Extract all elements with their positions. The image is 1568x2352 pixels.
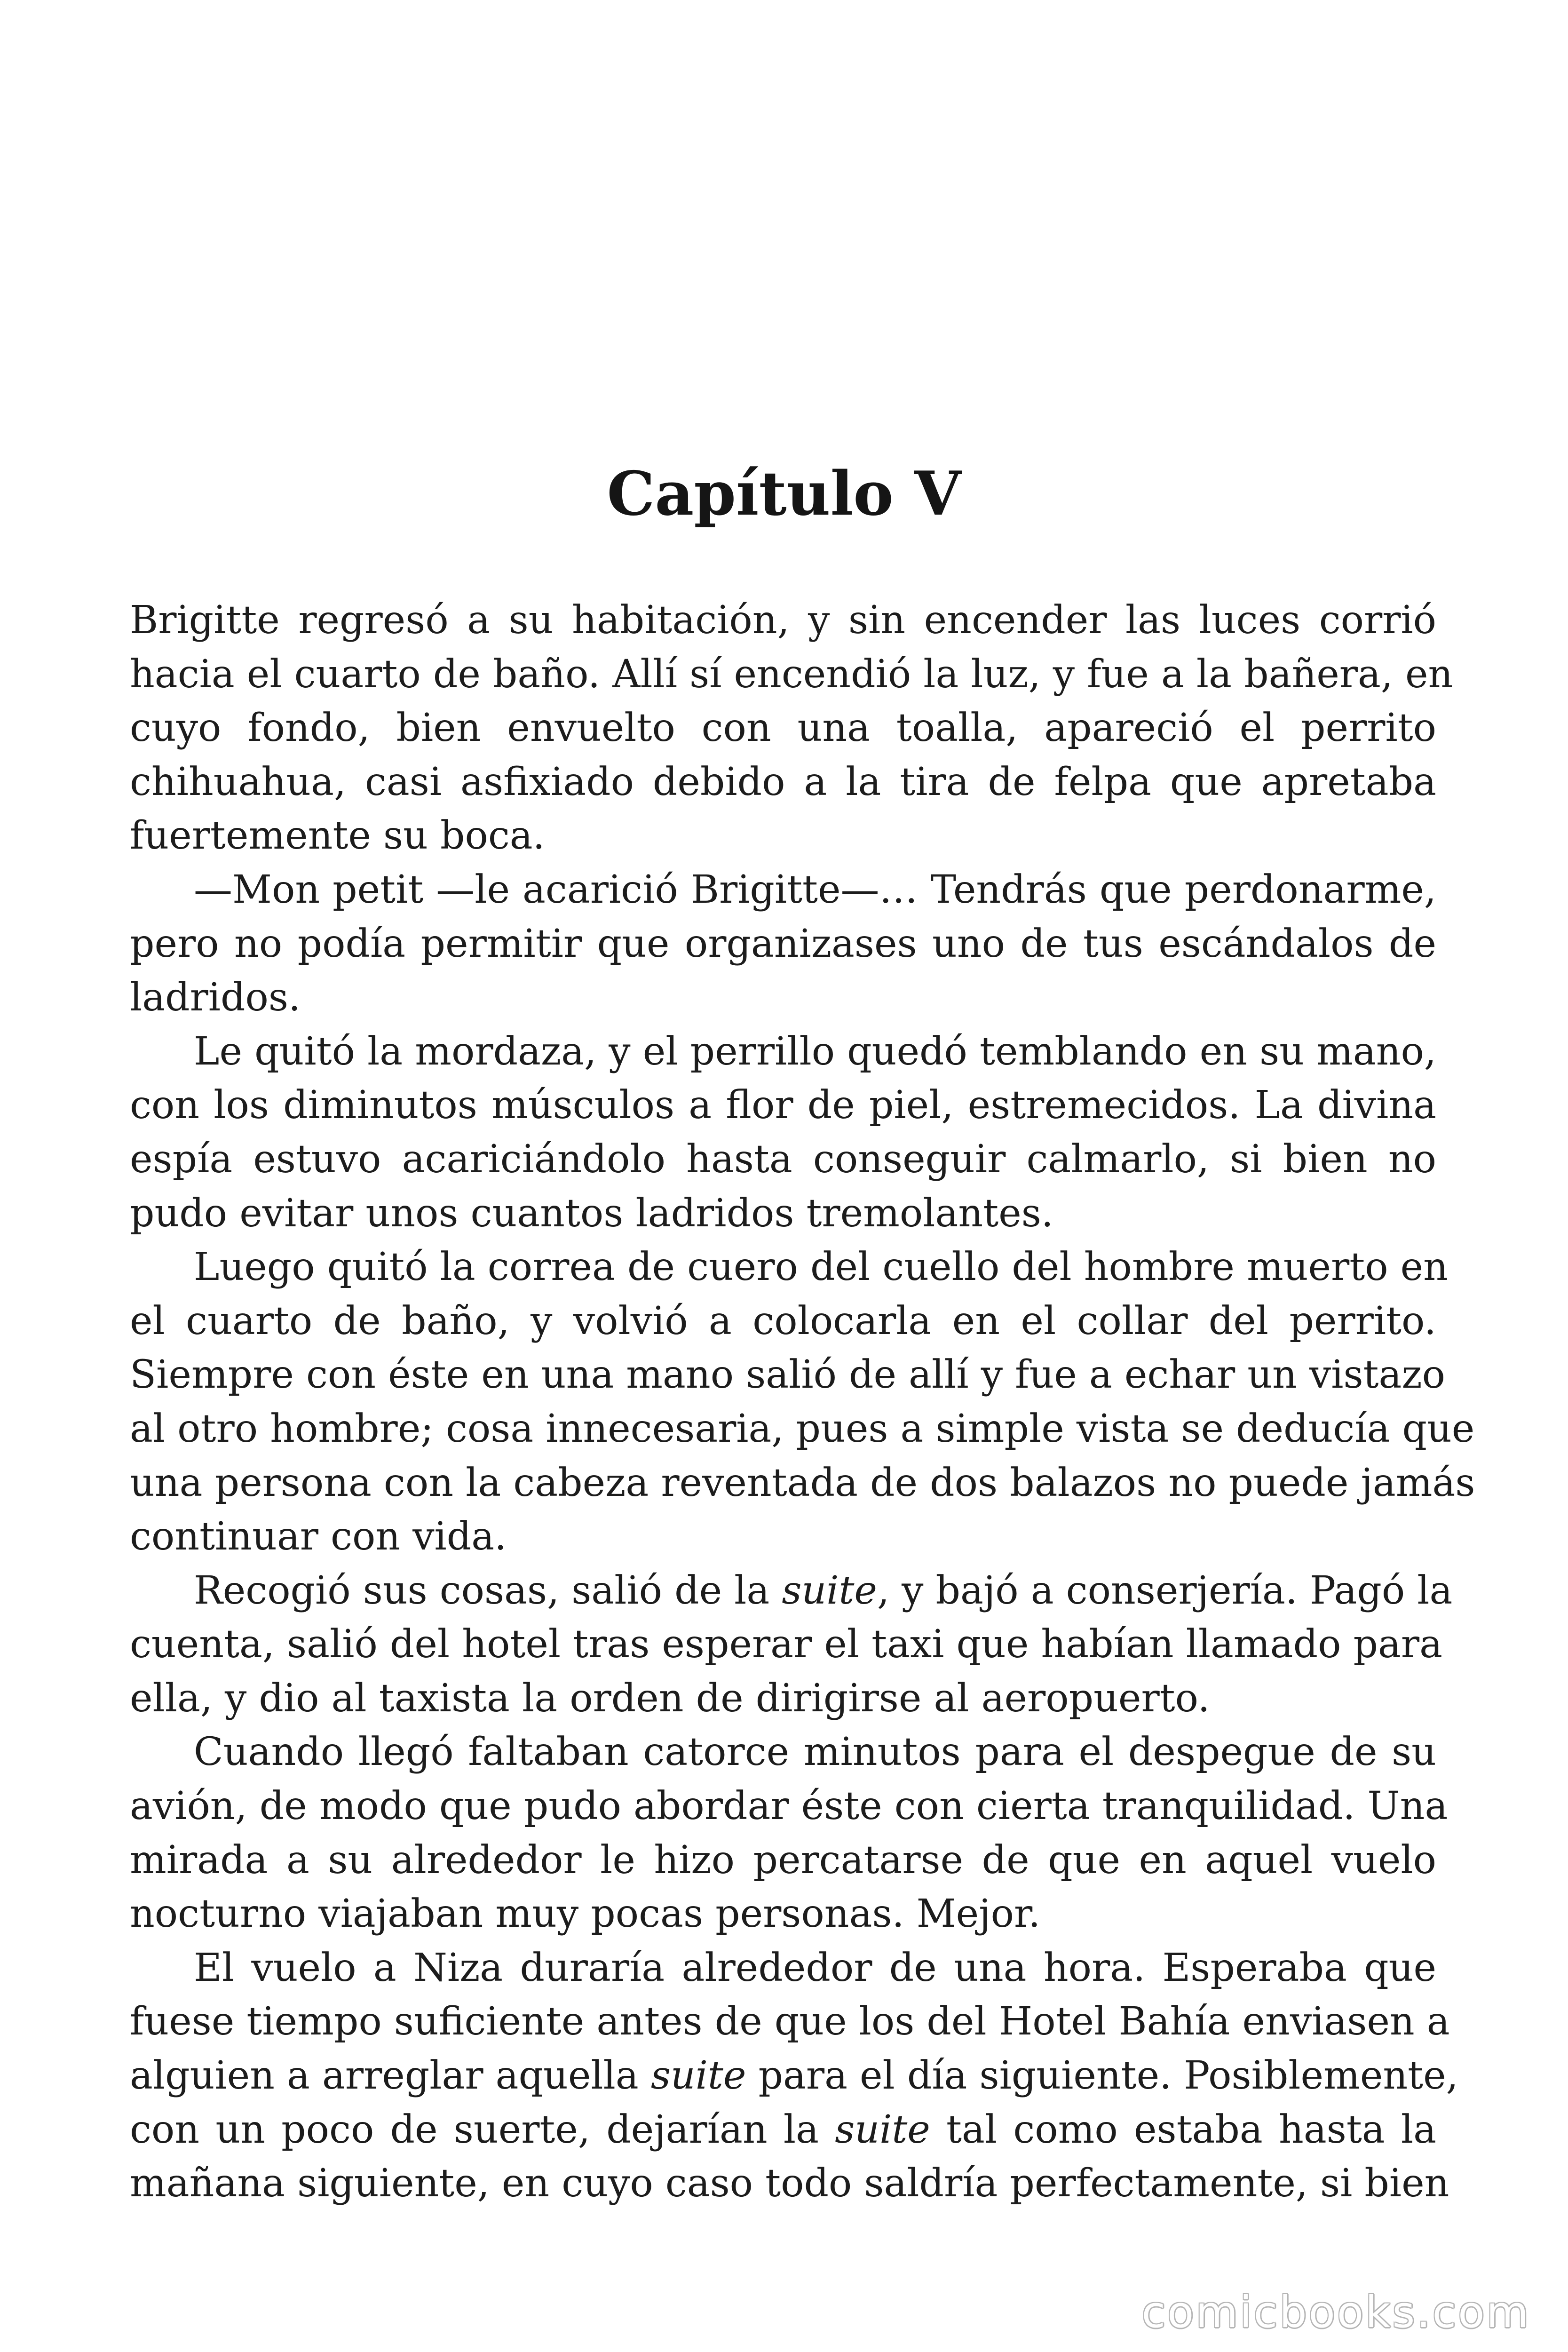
text-line: al otro hombre; cosa innecesaria, pues a simple vista se deducía que (130, 1406, 1475, 1451)
italic-word: suite (835, 2107, 930, 2152)
text-line (130, 1564, 1453, 1618)
text-line: Cuando llegó faltaban catorce minutos para el despegue de su (194, 1730, 1436, 1775)
text-line: fuertemente su boca. (130, 813, 545, 858)
italic-word: suite (782, 1568, 877, 1613)
text-line: ladridos. (130, 975, 301, 1020)
text-line (130, 2103, 1436, 2157)
text-line: Brigitte regresó a su habitación, y sin encender las luces corrió (130, 598, 1436, 643)
text-line: pero no podía permitir que organizases uno de tus escándalos de (130, 921, 1436, 966)
text-segment: , y bajó a conserjería. Pagó la (877, 1568, 1453, 1613)
text-line: nocturno viajaban muy pocas personas. Mejor. (130, 1891, 1041, 1937)
watermark: comicbooks.com (1141, 2287, 1530, 2337)
text-line: cuyo fondo, bien envuelto con una toalla, apareció el perrito (130, 706, 1436, 751)
italic-word: suite (650, 2053, 746, 2098)
text-segment: para el día siguiente. Posiblemente, (746, 2053, 1458, 2098)
text-line: —Mon petit —le acarició Brigitte—… Tendrás que perdonarme, (194, 867, 1436, 912)
text-line: Luego quitó la correa de cuero del cuello del hombre muerto en (194, 1245, 1448, 1290)
text-line: Siempre con éste en una mano salió de allí y fue a echar un vistazo (130, 1352, 1445, 1398)
text-line: con los diminutos músculos a flor de piel, estremecidos. La divina (130, 1083, 1436, 1128)
text-line: cuenta, salió del hotel tras esperar el taxi que habían llamado para (130, 1622, 1442, 1667)
text-line: El vuelo a Niza duraría alrededor de una hora. Esperaba que (194, 1945, 1436, 1990)
chapter-body (130, 594, 1475, 2211)
text-line: pudo evitar unos cuantos ladridos tremolantes. (130, 1191, 1053, 1236)
text-line: una persona con la cabeza reventada de dos balazos no puede jamás (130, 1460, 1475, 1505)
text-line: Le quitó la mordaza, y el perrillo quedó temblando en su mano, (194, 1029, 1436, 1074)
text-line: espía estuvo acariciándolo hasta conseguir calmarlo, si bien no (130, 1136, 1436, 1182)
text-segment: tal como estaba hasta la (930, 2107, 1436, 2152)
text-segment: con un poco de suerte, dejarían la (130, 2107, 835, 2152)
text-line: mirada a su alrededor le hizo percatarse de que en aquel vuelo (130, 1837, 1436, 1883)
text-line: ella, y dio al taxista la orden de dirigirse al aeropuerto. (130, 1676, 1210, 1721)
text-line: el cuarto de baño, y volvió a colocarla en el collar del perrito. (130, 1298, 1436, 1343)
text-line: avión, de modo que pudo abordar éste con cierta tranquilidad. Una (130, 1784, 1448, 1829)
text-line: chihuahua, casi asfixiado debido a la tira de felpa que apretaba (130, 759, 1436, 804)
chapter-title: Capítulo V (607, 459, 961, 529)
text-segment: Recogió sus cosas, salió de la (194, 1568, 782, 1613)
text-line: fuese tiempo suficiente antes de que los del Hotel Bahía enviasen a (130, 1999, 1450, 2044)
text-line: continuar con vida. (130, 1514, 507, 1559)
text-line: mañana siguiente, en cuyo caso todo saldría perfectamente, si bien (130, 2161, 1449, 2206)
text-line (130, 2049, 1458, 2103)
text-line: hacia el cuarto de baño. Allí sí encendió la luz, y fue a la bañera, en (130, 652, 1453, 697)
text-segment: alguien a arreglar aquella (130, 2053, 651, 2098)
